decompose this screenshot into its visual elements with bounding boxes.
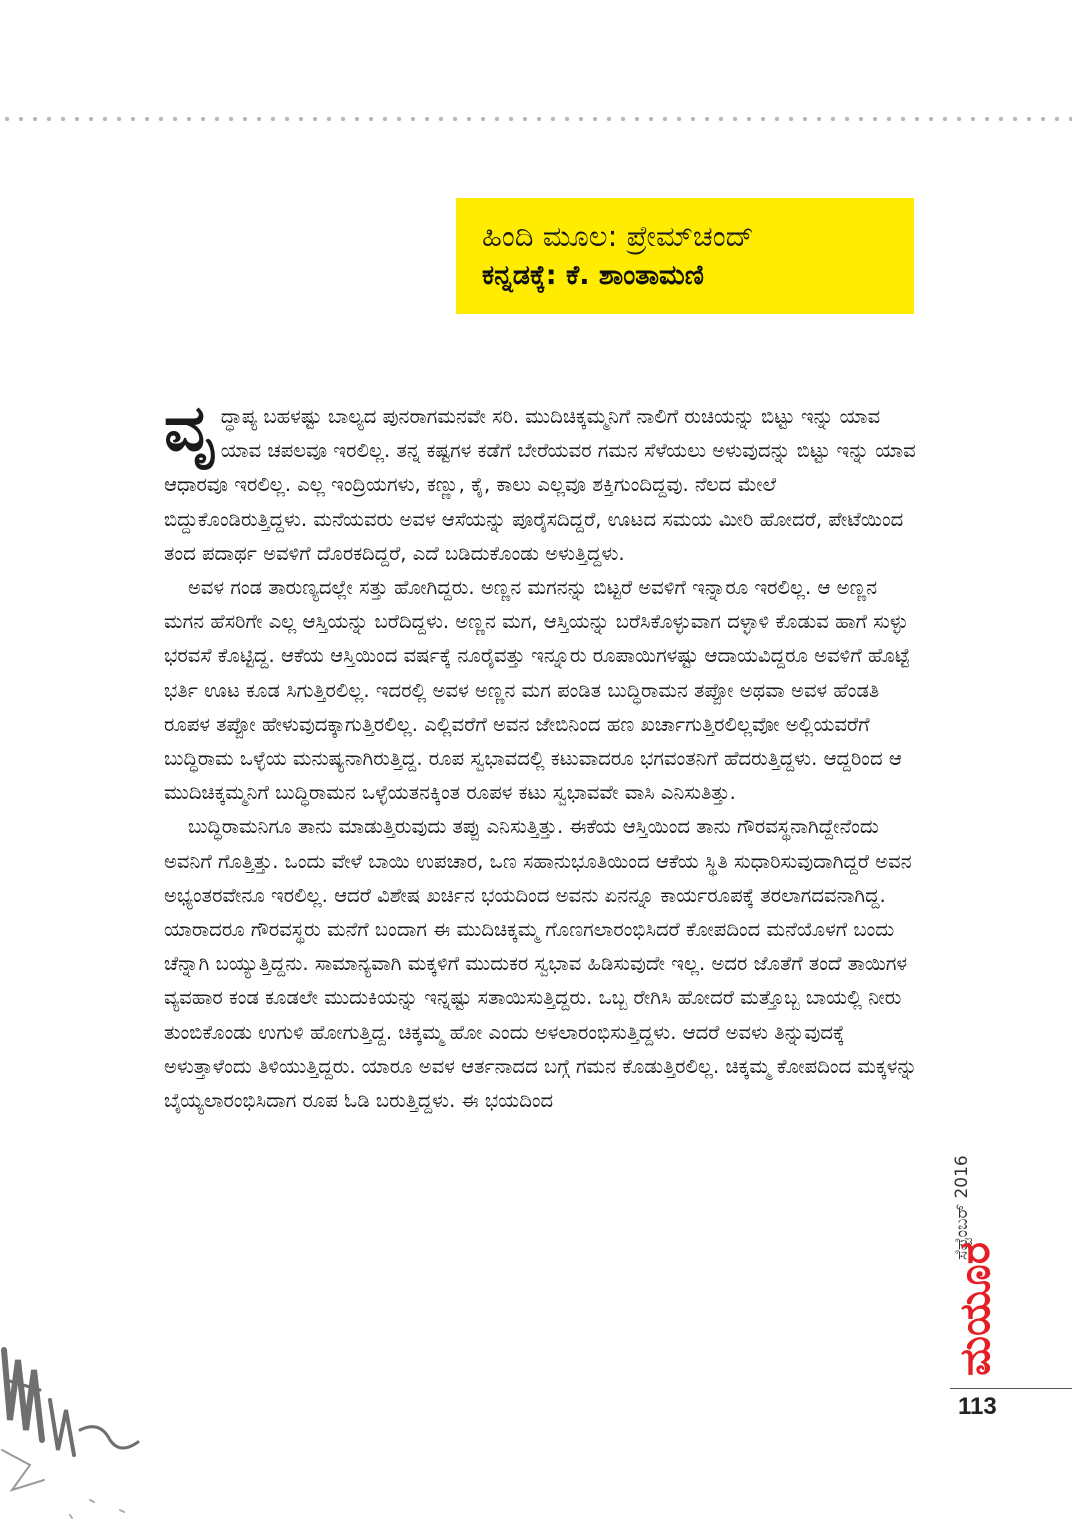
drop-cap: ವೃ bbox=[164, 392, 217, 466]
original-author-credit: ಹಿಂದಿ ಮೂಲ: ಪ್ರೇಮ್‌ಚಂದ್ bbox=[482, 219, 754, 253]
brush-art-icon bbox=[2, 1350, 138, 1518]
article-paragraph: ಅವಳ ಗಂಡ ತಾರುಣ್ಯದಲ್ಲೇ ಸತ್ತು ಹೋಗಿದ್ದರು. ಅಣ್ಣನ ಮಗನನ್ನು ಬಿಟ್ಟರೆ ಅವಳಿಗೆ ಇನ್ನಾರೂ ಇರಲಿಲ್ಲ. ಆ ಅಣ್ಣನ ಮಗನ ಹೆಸರಿಗೇ ಎಲ್ಲ ಆಸ್ತಿಯನ್ನು ಬರೆದಿದ್ದಳು. ಅಣ್ಣನ ಮಗ, ಆಸ್ತಿಯನ್ನು ಬರೆಸಿಕೊಳ್ಳುವಾಗ ದಳ್ಳಾಳಿ ಕೊಡುವ ಹಾಗೆ ಸುಳ್ಳು ಭರವಸೆ ಕೊಟ್ಟಿದ್ದ. ಆಕೆಯ ಆಸ್ತಿಯಿಂದ ವರ್ಷಕ್ಕೆ ನೂರೈವತ್ತು ಇನ್ನೂರು ರೂಪಾಯಿಗಳಷ್ಟು ಆದಾಯವಿದ್ದರೂ ಅವಳಿಗೆ ಹೊಟ್ಟೆ ಭರ್ತಿ ಊಟ ಕೂಡ ಸಿಗುತ್ತಿರಲಿಲ್ಲ. ಇದರಲ್ಲಿ ಅವಳ ಅಣ್ಣನ ಮಗ ಪಂಡಿತ ಬುದ್ಧಿರಾಮನ ತಪ್ಪೋ ಅಥವಾ ಅವಳ ಹೆಂಡತಿ ರೂಪಳ ತಪ್ಪೋ ಹೇಳುವುದಕ್ಕಾಗುತ್ತಿರಲಿಲ್ಲ. ಎಲ್ಲಿವರೆಗೆ ಅವನ ಜೇಬಿನಿಂದ ಹಣ ಖರ್ಚಾಗುತ್ತಿರಲಿಲ್ಲವೋ ಅಲ್ಲಿಯವರೆಗೆ ಬುದ್ಧಿರಾಮ ಒಳ್ಳೆಯ ಮನುಷ್ಯನಾಗಿರುತ್ತಿದ್ದ. ರೂಪ ಸ್ವಭಾವದಲ್ಲಿ ಕಟುವಾದರೂ ಭಗವಂತನಿಗೆ ಹೆದರುತ್ತಿದ್ದಳು. ಆದ್ದರಿಂದ ಆ ಮುದಿಚಿಕ್ಕಮ್ಮನಿಗೆ ಬುದ್ಧಿರಾಮನ ಒಳ್ಳೆಯತನಕ್ಕಿಂತ ರೂಪಳ ಕಟು ಸ್ವಭಾವವೇ ವಾಸಿ ಎನಿಸುತಿತ್ತು. bbox=[164, 576, 910, 805]
page-number-rule bbox=[950, 1388, 1072, 1389]
magazine-sidebar bbox=[950, 1090, 1030, 1380]
article-body bbox=[164, 392, 920, 1118]
article-paragraph: ಬುದ್ಧಿರಾಮನಿಗೂ ತಾನು ಮಾಡುತ್ತಿರುವುದು ತಪ್ಪು ಎನಿಸುತ್ತಿತ್ತು. ಈಕೆಯ ಆಸ್ತಿಯಿಂದ ತಾನು ಗೌರವಸ್ಥನಾಗಿದ್ದೇನೆಂದು ಅವನಿಗೆ ಗೊತ್ತಿತ್ತು. ಒಂದು ವೇಳೆ ಬಾಯಿ ಉಪಚಾರ, ಒಣ ಸಹಾನುಭೂತಿಯಿಂದ ಆಕೆಯ ಸ್ಥಿತಿ ಸುಧಾರಿಸುವುದಾಗಿದ್ದರೆ ಅವನ ಅಭ್ಯಂತರವೇನೂ ಇರಲಿಲ್ಲ. ಆದರೆ ವಿಶೇಷ ಖರ್ಚಿನ ಭಯದಿಂದ ಅವನು ಏನನ್ನೂ ಕಾರ್ಯರೂಪಕ್ಕೆ ತರಲಾಗದವನಾಗಿದ್ದ. ಯಾರಾದರೂ ಗೌರವಸ್ಥರು ಮನೆಗೆ ಬಂದಾಗ ಈ ಮುದಿಚಿಕ್ಕಮ್ಮ ಗೊಣಗಲಾರಂಭಿಸಿದರೆ ಕೋಪದಿಂದ ಮನೆಯೊಳಗೆ ಬಂದು ಚೆನ್ನಾಗಿ ಬಯ್ಯುತ್ತಿದ್ದನು. ಸಾಮಾನ್ಯವಾಗಿ ಮಕ್ಕಳಿಗೆ ಮುದುಕರ ಸ್ವಭಾವ ಹಿಡಿಸುವುದೇ ಇಲ್ಲ. ಅದರ ಜೊತೆಗೆ ತಂದೆ ತಾಯಿಗಳ ವ್ಯವಹಾರ ಕಂಡ ಕೂಡಲೇ ಮುದುಕಿಯನ್ನು ಇನ್ನಷ್ಟು ಸತಾಯಿಸುತ್ತಿದ್ದರು. ಒಬ್ಬ ರೇಗಿಸಿ ಹೋದರೆ ಮತ್ತೊಬ್ಬ ಬಾಯಲ್ಲಿ ನೀರು ತುಂಬಿಕೊಂಡು ಉಗುಳಿ ಹೋಗುತ್ತಿದ್ದ. ಚಿಕ್ಕಮ್ಮ ಹೋ ಎಂದು ಅಳಲಾರಂಭಿಸುತ್ತಿದ್ದಳು. ಆದರೆ ಅವಳು ತಿನ್ನುವುದಕ್ಕೆ ಅಳುತ್ತಾಳೆಂದು ತಿಳಿಯುತ್ತಿದ್ದರು. ಯಾರೂ ಅವಳ ಆರ್ತನಾದದ ಬಗ್ಗೆ ಗಮನ ಕೊಡುತ್ತಿರಲಿಲ್ಲ. ಚಿಕ್ಕಮ್ಮ ಕೋಪದಿಂದ ಮಕ್ಕಳನ್ನು ಬೈಯ್ಯಲಾರಂಭಿಸಿದಾಗ ರೂಪ ಓಡಿ ಬರುತ್ತಿದ್ದಳು. ಈ ಭಯದಿಂದ bbox=[164, 815, 918, 1113]
issue-date: ಸೆಪ್ಟೆಂಬರ್ 2016 bbox=[952, 1155, 972, 1260]
credit-box bbox=[456, 198, 914, 314]
paragraph-text: ದ್ಧಾಪ್ಯ ಬಹಳಷ್ಟು ಬಾಲ್ಯದ ಪುನರಾಗಮನವೇ ಸರಿ. ಮುದಿಚಿಕ್ಕಮ್ಮನಿಗೆ ನಾಲಿಗೆ ರುಚಿಯನ್ನು ಬಿಟ್ಟು ಇನ್ನು ಯಾವ ಯಾವ ಚಪಲವೂ ಇರಲಿಲ್ಲ. ತನ್ನ ಕಷ್ಟಗಳ ಕಡೆಗೆ ಬೇರೆಯವರ ಗಮನ ಸೆಳೆಯಲು ಅಳುವುದನ್ನು ಬಿಟ್ಟು ಇನ್ನು ಯಾವ ಆಧಾರವೂ ಇರಲಿಲ್ಲ. ಎಲ್ಲ ಇಂದ್ರಿಯಗಳು, ಕಣ್ಣು, ಕೈ, ಕಾಲು ಎಲ್ಲವೂ ಶಕ್ತಿಗುಂದಿದ್ದವು. ನೆಲದ ಮೇಲೆ ಬಿದ್ದುಕೊಂಡಿರುತ್ತಿದ್ದಳು. ಮನೆಯವರು ಅವಳ ಆಸೆಯನ್ನು ಪೂರೈಸದಿದ್ದರೆ, ಊಟದ ಸಮಯ ಮೀರಿ ಹೋದರೆ, ಪೇಟೆಯಿಂದ ತಂದ ಪದಾರ್ಥ ಅವಳಿಗೆ ದೊರಕದಿದ್ದರೆ, ಎದೆ ಬಡಿದುಕೊಂಡು ಅಳುತ್ತಿದ್ದಳು. bbox=[164, 405, 916, 565]
article-paragraph bbox=[164, 392, 920, 571]
dotted-header-rule bbox=[0, 115, 1072, 123]
translator-credit: ಕನ್ನಡಕ್ಕೆ: ಕೆ. ಶಾಂತಾಮಣಿ bbox=[482, 260, 704, 291]
magazine-logo: ಮಯೂರ bbox=[950, 1242, 999, 1376]
brush-art-illustration bbox=[0, 1330, 150, 1525]
page-number: 113 bbox=[958, 1393, 997, 1420]
